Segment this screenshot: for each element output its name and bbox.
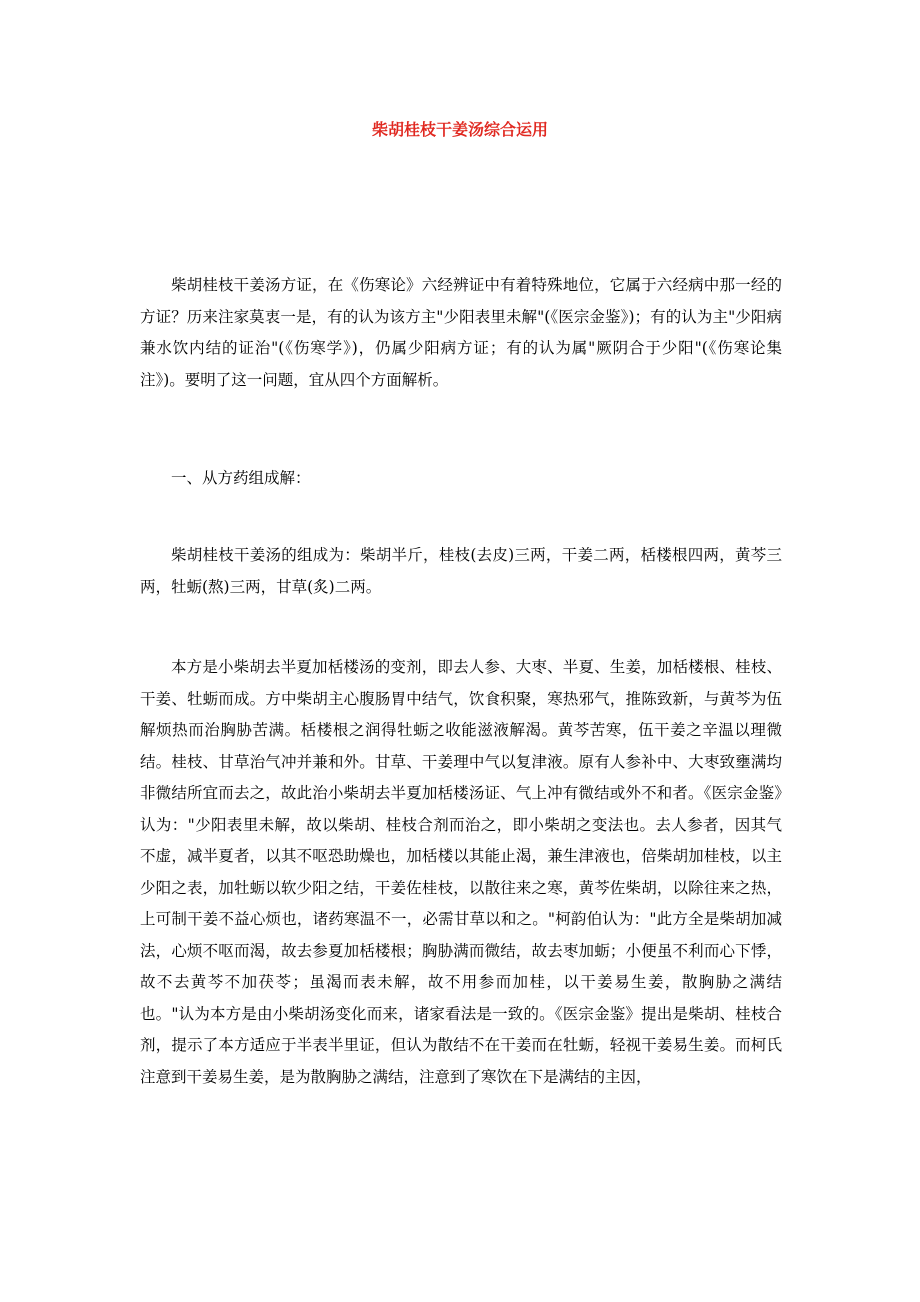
section-heading: 一、从方药组成解： <box>171 469 311 487</box>
paragraph-intro: 柴胡桂枝干姜汤方证，在《伤寒论》六经辨证中有着特殊地位，它属于六经病中那一经的方证？历来注家莫衷一是，有的认为该方主"少阳表里未解"(《医宗金鉴》)；有的认为主"少阳病兼水饮内结的证治"(《伤寒学》)，仍属少阳病方证；有的认为属"厥阴合于少阳"(《伤寒论集注》)。要明了这一问题，宜从四个方面解析。 <box>140 276 782 389</box>
paragraph-analysis: 本方是小柴胡去半夏加栝楼汤的变剂，即去人参、大枣、半夏、生姜，加栝楼根、桂枝、干姜、牡蛎而成。方中柴胡主心腹肠胃中结气，饮食积聚，寒热邪气，推陈致新，与黄芩为伍解烦热而治胸胁苦满。栝楼根之润得牡蛎之收能滋液解渴。黄芩苦寒，伍干姜之辛温以理微结。桂枝、甘草治气冲并兼和外。甘草、干姜理中气以复津液。原有人参补中、大枣致壅满均非微结所宜而去之，故此治小柴胡去半夏加栝楼汤证、气上冲有微结或外不和者。《医宗金鉴》认为："少阳表里未解，故以柴胡、桂枝合剂而治之，即小柴胡之变法也。去人参者，因其气不虚，减半夏者，以其不呕恐助燥也，加栝楼以其能止渴，兼生津液也，倍柴胡加桂枝，以主少阳之表，加牡蛎以软少阳之结，干姜佐桂枝，以散往来之寒，黄芩佐柴胡，以除往来之热，上可制干姜不益心烦也，诸药寒温不一，必需甘草以和之。"柯韵伯认为："此方全是柴胡加减法，心烦不呕而渴，故去参夏加栝楼根；胸胁满而微结，故去枣加蛎；小便虽不利而心下悸，故不去黄芩不加茯苓；虽渴而表未解，故不用参而加桂，以干姜易生姜，散胸胁之满结也。"认为本方是由小柴胡汤变化而来，诸家看法是一致的。《医宗金鉴》提出是柴胡、桂枝合剂，提示了本方适应于半表半里证，但认为散结不在干姜而在牡蛎，轻视干姜易生姜。而柯氏注意到干姜易生姜，是为散胸胁之满结，注意到了寒饮在下是满结的主因， <box>140 658 782 1086</box>
paragraph-composition: 柴胡桂枝干姜汤的组成为：柴胡半斤，桂枝(去皮)三两，干姜二两，栝楼根四两，黄芩三两，牡蛎(熬)三两，甘草(炙)二两。 <box>140 546 782 596</box>
page-title: 柴胡桂枝干姜汤综合运用 <box>371 120 548 139</box>
